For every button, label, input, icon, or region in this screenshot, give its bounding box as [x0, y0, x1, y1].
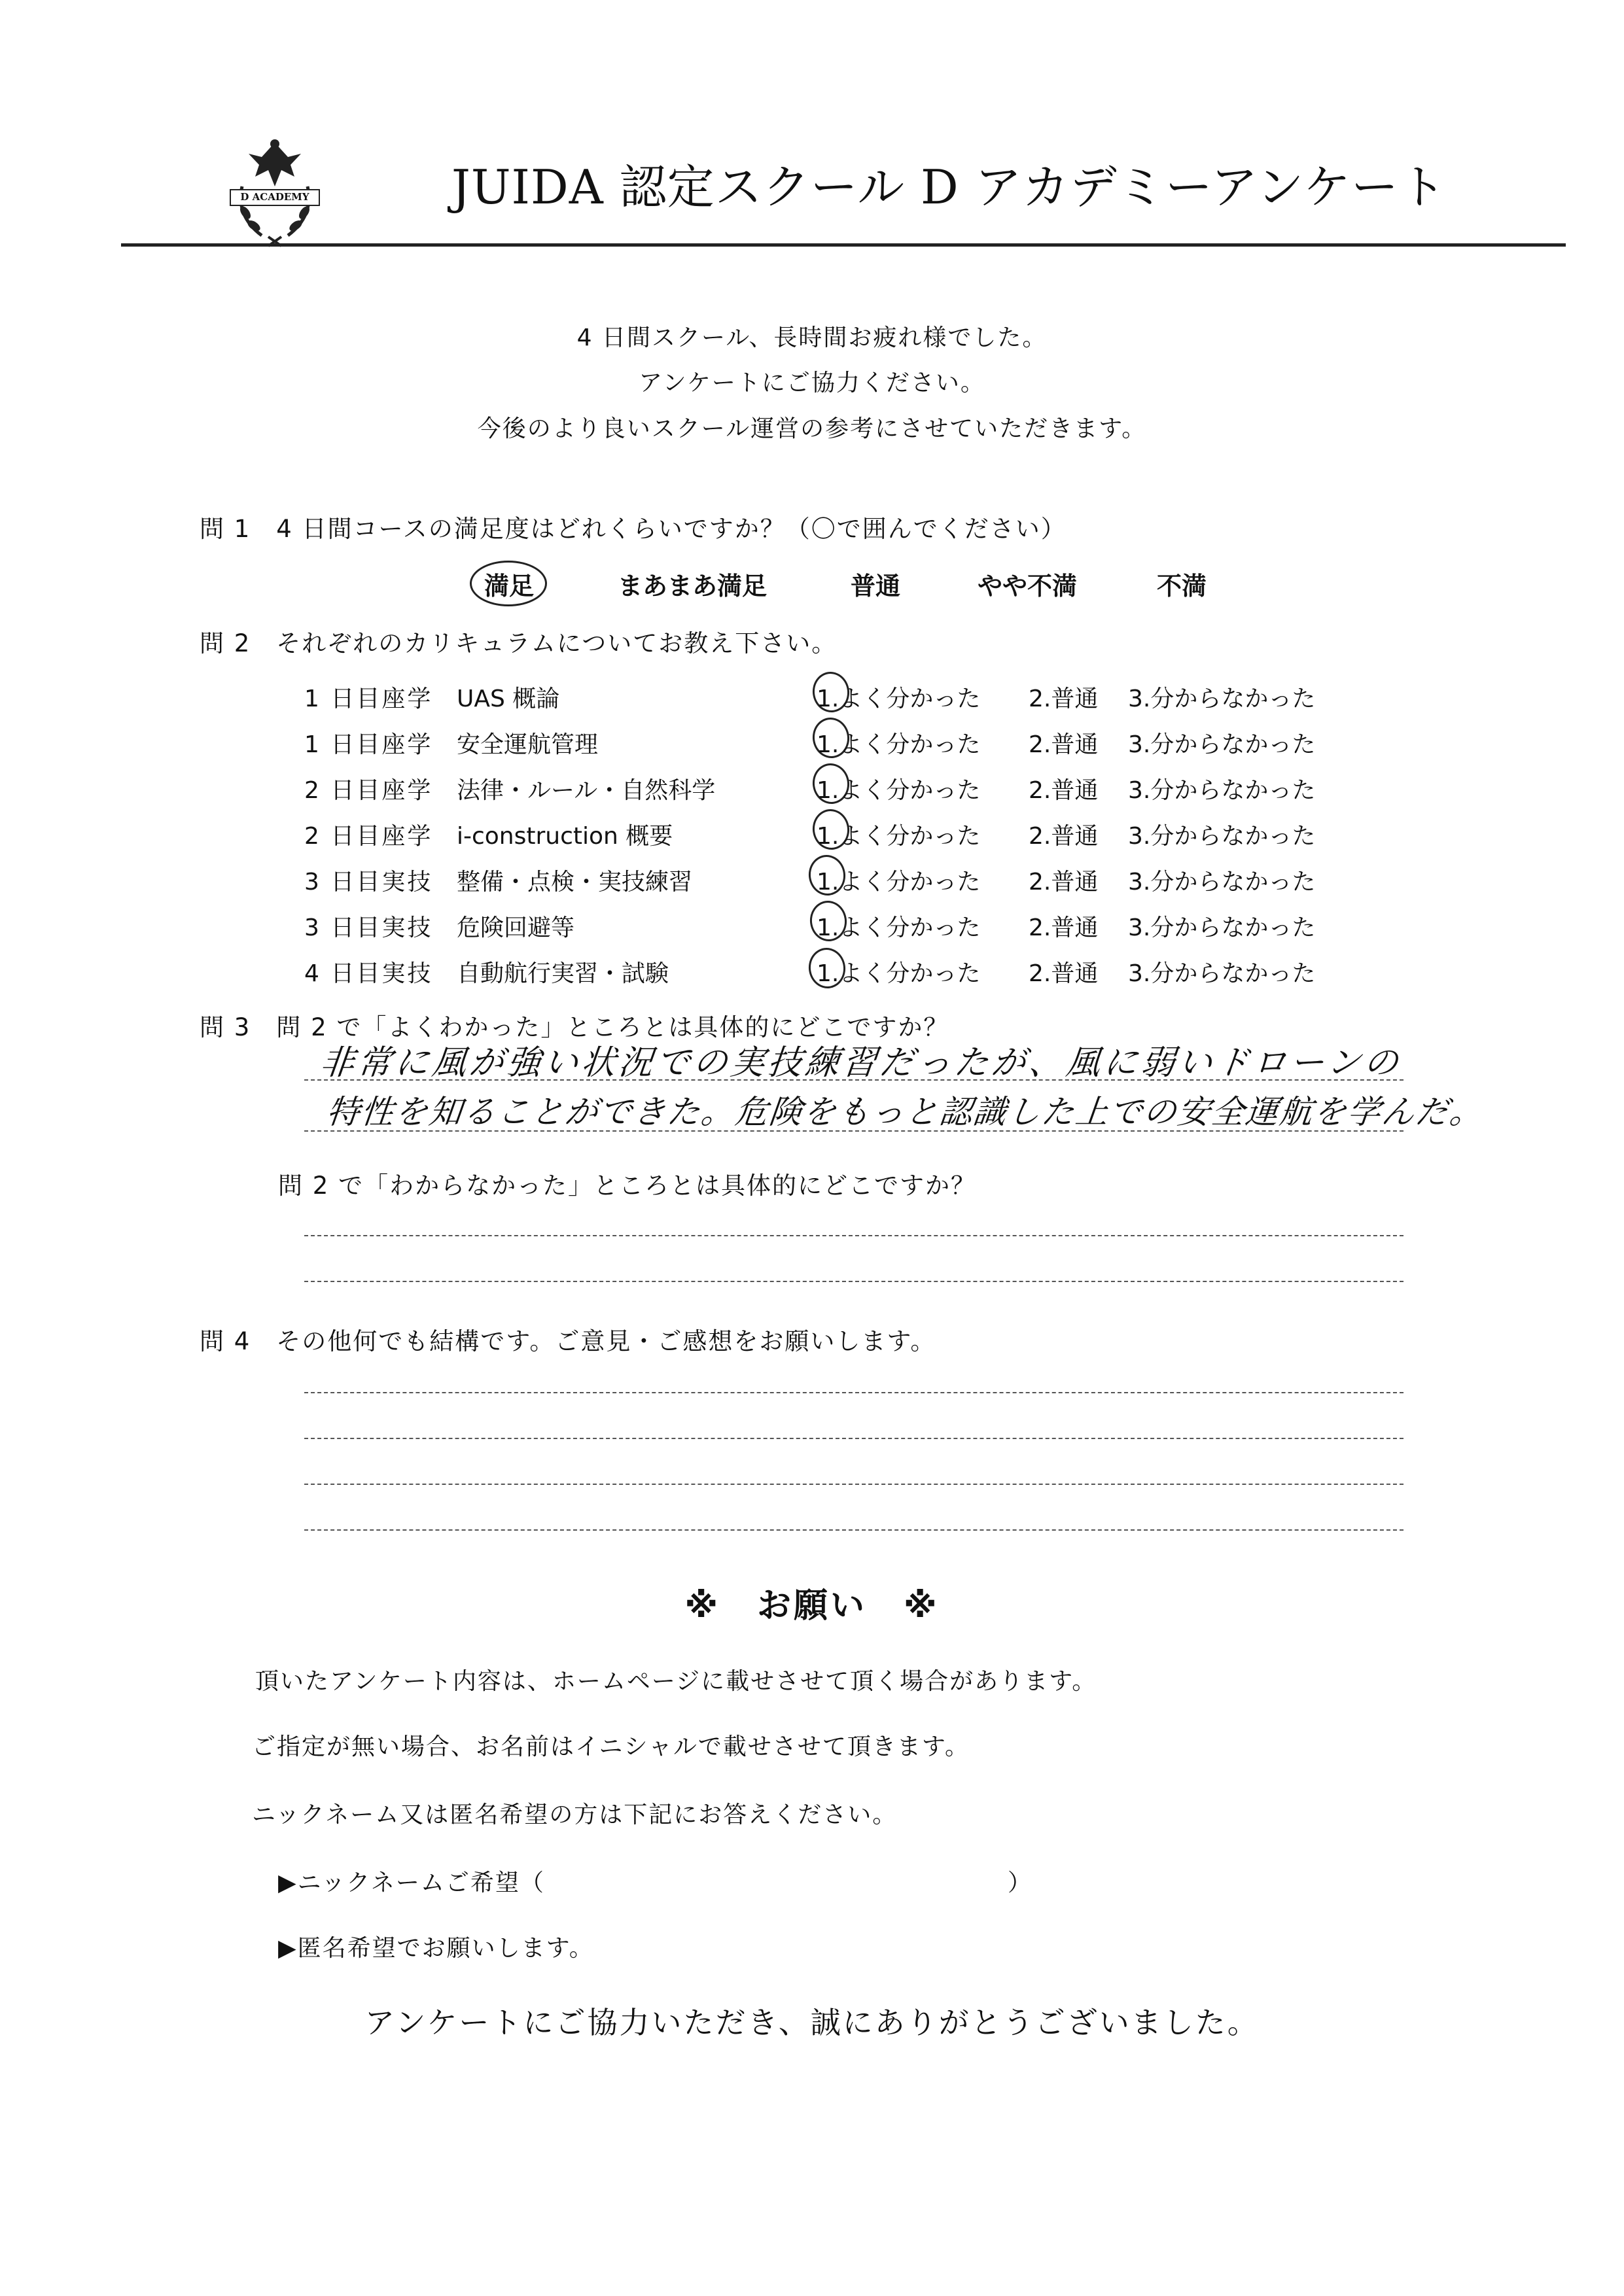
curriculum-subject: 法律・ルール・自然科学: [457, 777, 716, 804]
curriculum-day: 3 日目実技: [304, 869, 433, 896]
option-understood[interactable]: 1.よく分かった: [817, 731, 981, 758]
request-line-1: 頂いたアンケート内容は、ホームページに載せさせて頂く場合があります。: [255, 1668, 1097, 1695]
option-not-understood[interactable]: 3.分からなかった: [1128, 777, 1316, 804]
option-average[interactable]: 2.普通: [1029, 869, 1099, 896]
q1-option-somewhat-dissatisfied[interactable]: やや不満: [978, 572, 1078, 600]
option-average[interactable]: 2.普通: [1029, 777, 1099, 804]
option-not-understood[interactable]: 3.分からなかった: [1128, 960, 1316, 987]
anonymous-option[interactable]: ▶匿名希望でお願いします。: [278, 1935, 594, 1962]
curriculum-subject: 安全運航管理: [457, 731, 599, 758]
answer-line: [304, 1484, 1403, 1485]
logo-text: D ACADEMY: [240, 191, 309, 203]
option-not-understood[interactable]: 3.分からなかった: [1128, 731, 1316, 758]
curriculum-day: 2 日目座学: [304, 823, 433, 850]
option-average[interactable]: 2.普通: [1029, 960, 1099, 987]
option-average[interactable]: 2.普通: [1029, 914, 1099, 941]
answer-line: [304, 1130, 1403, 1132]
option-average[interactable]: 2.普通: [1029, 731, 1099, 758]
header-divider: [121, 243, 1566, 247]
curriculum-day: 4 日目実技: [304, 960, 433, 987]
option-average[interactable]: 2.普通: [1029, 823, 1099, 850]
option-understood[interactable]: 1.よく分かった: [817, 686, 981, 712]
page-title: JUIDA 認定スクール D アカデミーアンケート: [451, 160, 1447, 215]
curriculum-day: 1 日目座学: [304, 686, 433, 712]
intro-line-1: 4 日間スクール、長時間お疲れ様でした。: [576, 324, 1048, 351]
q1-option-dissatisfied[interactable]: 不満: [1157, 572, 1207, 600]
school-logo: [216, 124, 334, 249]
option-understood[interactable]: 1.よく分かった: [817, 960, 981, 987]
option-average[interactable]: 2.普通: [1029, 686, 1099, 712]
answer-line: [304, 1079, 1403, 1081]
option-understood[interactable]: 1.よく分かった: [817, 914, 981, 941]
handwritten-answer-line-2: 特性を知ることができた。危険をもっと認識した上での安全運航を学んだ。: [325, 1093, 1486, 1131]
question-2-label: 問 2 それぞれのカリキュラムについてお教え下さい。: [200, 629, 838, 657]
curriculum-subject: 危険回避等: [457, 914, 575, 941]
q1-option-somewhat-satisfied[interactable]: まあまあ満足: [618, 572, 768, 600]
question-1-label: 問 1 4 日間コースの満足度はどれくらいですか？（〇で囲んでください）: [200, 515, 1067, 543]
curriculum-day: 3 日目実技: [304, 914, 433, 941]
answer-line: [304, 1529, 1403, 1531]
answer-line: [304, 1392, 1403, 1393]
curriculum-day: 1 日目座学: [304, 731, 433, 758]
handwritten-answer-line-1: 非常に風が強い状況での実技練習だったが、風に弱いドローンの: [318, 1043, 1403, 1083]
curriculum-day: 2 日目座学: [304, 777, 433, 804]
q1-option-satisfied[interactable]: 満足: [484, 572, 535, 600]
q1-option-neutral[interactable]: 普通: [851, 572, 901, 600]
answer-line: [304, 1438, 1403, 1439]
question-3b-label: 問 2 で「わからなかった」ところとは具体的にどこですか？: [278, 1172, 977, 1200]
intro-line-3: 今後のより良いスクール運営の参考にさせていただきます。: [477, 415, 1147, 442]
nickname-close-paren: ）: [1008, 1870, 1033, 1896]
answer-line: [304, 1235, 1403, 1236]
question-3-label: 問 3 問 2 で「よくわかった」ところとは具体的にどこですか？: [200, 1013, 949, 1041]
closing-message: アンケートにご協力いただき、誠にありがとうございました。: [364, 2005, 1260, 2040]
intro-line-2: アンケートにご協力ください。: [639, 370, 985, 396]
nickname-option[interactable]: ▶ニックネームご希望（: [278, 1870, 545, 1896]
option-understood[interactable]: 1.よく分かった: [817, 823, 981, 850]
question-4-label: 問 4 その他何でも結構です。ご意見・ご感想をお願いします。: [200, 1327, 936, 1355]
option-understood[interactable]: 1.よく分かった: [817, 777, 981, 804]
curriculum-subject: i-construction 概要: [457, 823, 673, 850]
option-not-understood[interactable]: 3.分からなかった: [1128, 823, 1316, 850]
request-line-3: ニックネーム又は匿名希望の方は下記にお答えください。: [252, 1801, 898, 1828]
request-line-2: ご指定が無い場合、お名前はイニシャルで載せさせて頂きます。: [252, 1733, 970, 1760]
option-not-understood[interactable]: 3.分からなかった: [1128, 686, 1316, 712]
answer-line: [304, 1281, 1403, 1282]
request-heading: ※ お願い ※: [684, 1586, 940, 1626]
curriculum-subject: 整備・点検・実技練習: [457, 869, 693, 896]
curriculum-subject: 自動航行実習・試験: [457, 960, 669, 987]
option-not-understood[interactable]: 3.分からなかった: [1128, 914, 1316, 941]
option-not-understood[interactable]: 3.分からなかった: [1128, 869, 1316, 896]
curriculum-subject: UAS 概論: [457, 686, 560, 712]
option-understood[interactable]: 1.よく分かった: [817, 869, 981, 896]
